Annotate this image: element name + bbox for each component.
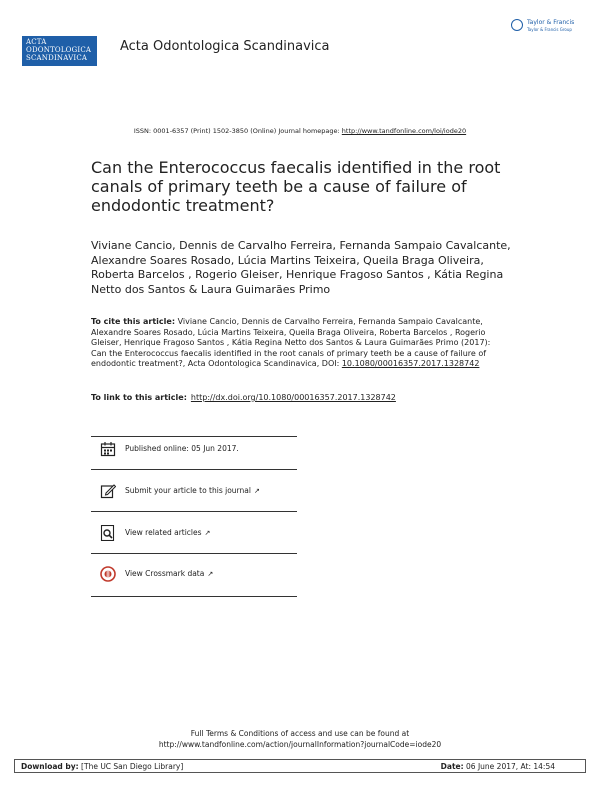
related-articles-row[interactable] [100, 525, 300, 541]
article-doi-link[interactable]: http://dx.doi.org/10.1080/00016357.2017.1328742 [190, 393, 396, 402]
terms-notice [0, 729, 600, 750]
logo-line-1: ACTA [26, 38, 47, 46]
external-link-icon: ↗ [253, 487, 260, 495]
journal-name: Acta Odontologica Scandinavica [120, 39, 330, 54]
citation-block [91, 317, 501, 370]
download-info-bar [14, 759, 586, 773]
related-articles-link[interactable]: View related articles ↗ [125, 528, 211, 537]
divider [91, 553, 297, 554]
journal-homepage-link[interactable]: http://www.tandfonline.com/loi/iode20 [341, 127, 467, 135]
published-date-text: Published online: 05 Jun 2017. [125, 444, 239, 453]
calendar-icon [100, 441, 116, 457]
article-title: Can the Enterococcus faecalis identified in the root canals of primary teeth be a cause of failure of endodontic treatment? [91, 158, 501, 215]
published-row [100, 441, 300, 457]
publisher-logo [511, 17, 586, 39]
download-date: Date: 06 June 2017, At: 14:54 [440, 762, 555, 771]
crossmark-link[interactable]: View Crossmark data ↗ [125, 569, 214, 578]
divider [91, 436, 297, 437]
issn-text: ISSN: 0001-6357 (Print) 1502-3850 (Online) Journal homepage: [133, 127, 342, 135]
publisher-logo-icon [511, 19, 523, 31]
crossmark-icon [100, 566, 116, 582]
external-link-icon: ↗ [207, 570, 214, 578]
publisher-logo-text: Taylor & Francis [527, 19, 575, 26]
article-link-line [91, 393, 521, 402]
logo-line-3: SCANDINAVICA [26, 54, 88, 62]
divider [91, 596, 297, 597]
article-link-label: To link to this article: [91, 393, 187, 402]
edit-icon [100, 483, 116, 499]
terms-line-1: Full Terms & Conditions of access and use can be found at [190, 729, 410, 738]
divider [91, 469, 297, 470]
external-link-icon: ↗ [204, 529, 211, 537]
submit-article-link[interactable]: Submit your article to this journal ↗ [125, 486, 260, 495]
logo-line-2: ODONTOLOGICA [26, 46, 92, 54]
citation-text: Viviane Cancio, Dennis de Carvalho Ferreira, Fernanda Sampaio Cavalcante, Alexandre Soares Rosado, Lúcia Martins Teixeira, Queila Braga Oliveira, Roberta Barcelos , Rogerio Gleiser, Henrique Fragoso Santos , Kátia Regina Netto dos Santos & Laura Guimarães Primo (2017): Can the Enterococcus faecalis identified in the root canals of primary teeth be a cause of failure of endodontic treatment?, Acta Odontologica Scandinavica, DOI: [91, 317, 491, 369]
citation-doi-link[interactable]: 10.1080/00016357.2017.1328742 [341, 359, 480, 369]
crossmark-row[interactable] [100, 566, 300, 582]
citation-label: To cite this article: [91, 317, 176, 326]
journal-logo [22, 36, 97, 66]
publisher-logo-subtext: Taylor & Francis Group [527, 27, 572, 32]
article-authors: Viviane Cancio, Dennis de Carvalho Ferreira, Fernanda Sampaio Cavalcante, Alexandre Soares Rosado, Lúcia Martins Teixeira, Queila Braga Oliveira, Roberta Barcelos , Rogerio Gleiser, Henrique Fragoso Santos , Kátia Regina Netto dos Santos & Laura Guimarães Primo [91, 239, 511, 296]
downloaded-by: Download by: [The UC San Diego Library] [21, 762, 184, 771]
submit-article-row[interactable] [100, 483, 300, 499]
search-icon [100, 525, 116, 541]
issn-line [0, 127, 600, 135]
divider [91, 511, 297, 512]
terms-url[interactable]: http://www.tandfonline.com/action/journalInformation?journalCode=iode20 [158, 739, 442, 749]
